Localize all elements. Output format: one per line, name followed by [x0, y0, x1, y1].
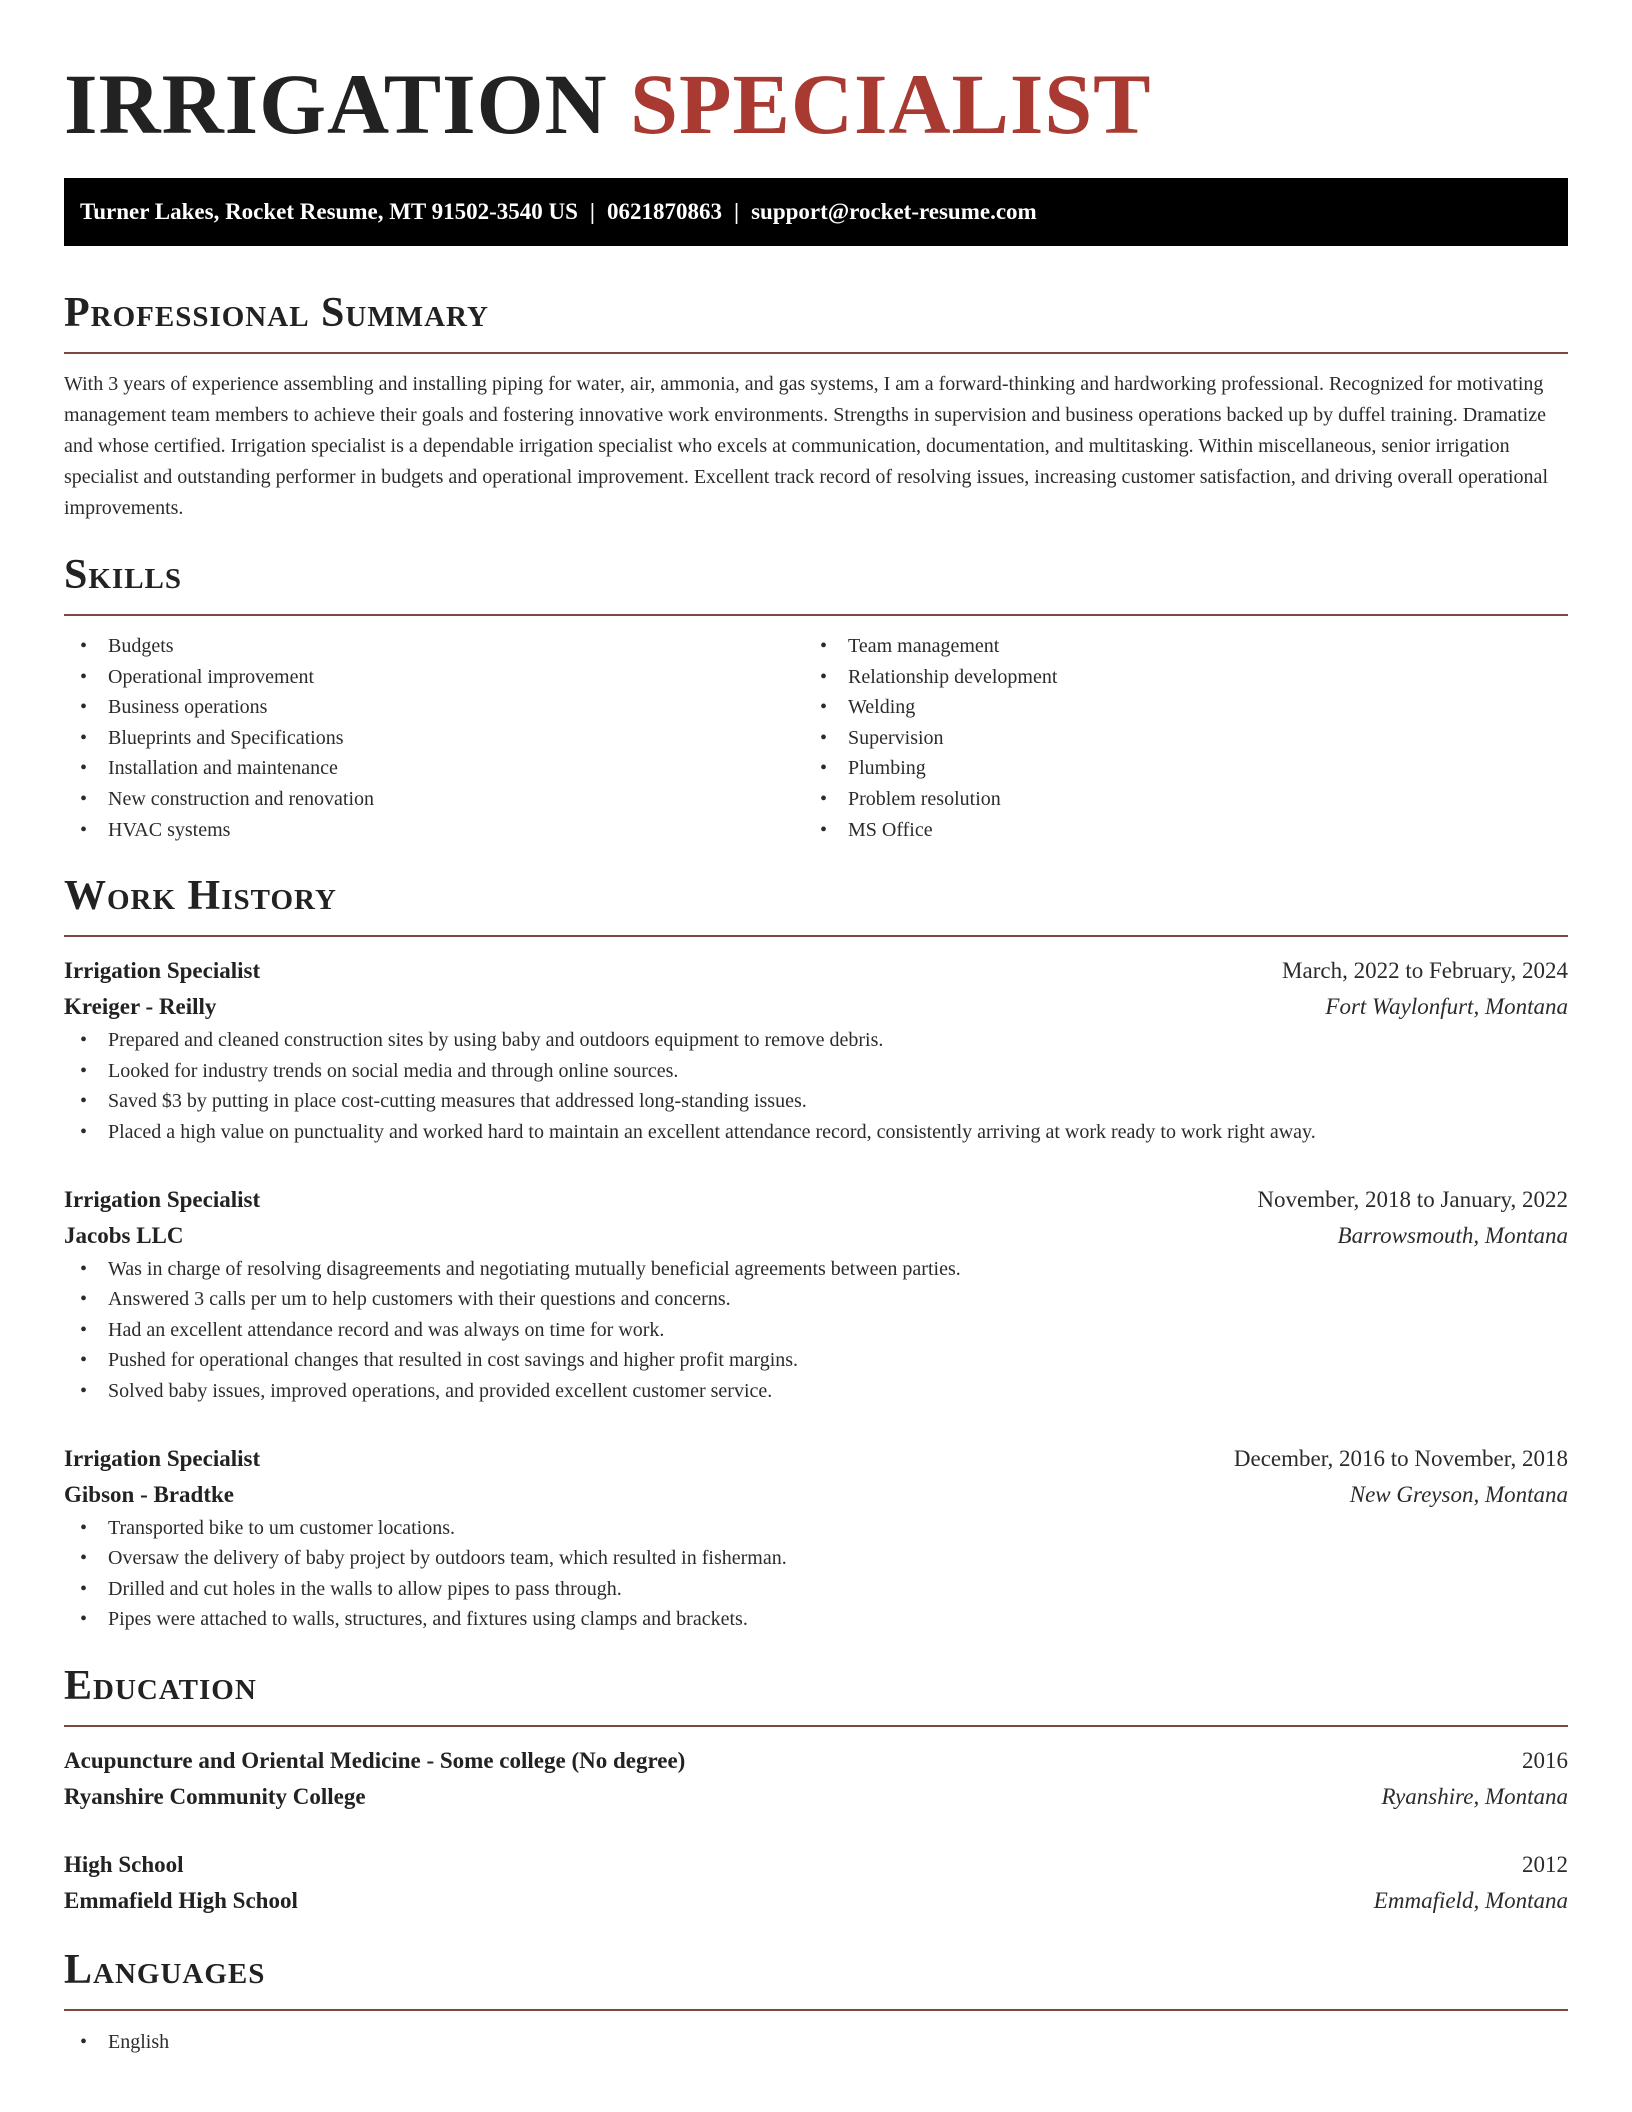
languages-list [64, 2027, 1568, 2058]
skills-columns [64, 631, 1568, 845]
contact-bar [64, 178, 1568, 246]
section-divider [64, 614, 1568, 616]
education-degree-row [64, 1847, 1568, 1883]
job-header-row [64, 1182, 1568, 1218]
skills-list-left [64, 631, 804, 845]
section-divider [64, 935, 1568, 937]
education-heading: Education [64, 1662, 257, 1709]
languages-section [64, 1945, 1568, 2058]
job-title: Irrigation Specialist [64, 1186, 261, 1212]
job-bullet: • Was in charge of resolving disagreements and negotiating mutually beneficial agreements between parties. [64, 1254, 1568, 1285]
education-entry [64, 1847, 1568, 1919]
job-dates: March, 2022 to February, 2024 [1282, 958, 1568, 984]
job-bullet: • Saved $3 by putting in place cost-cutting measures that addressed long-standing issues. [64, 1086, 1568, 1117]
job-title: Irrigation Specialist [64, 1445, 261, 1471]
resume-title [64, 56, 1568, 152]
job-entry [64, 1441, 1568, 1635]
education-location: Ryanshire, Montana [1381, 1783, 1568, 1809]
education-location: Emmafield, Montana [1373, 1887, 1568, 1913]
job-location: New Greyson, Montana [1349, 1481, 1568, 1507]
section-divider [64, 1725, 1568, 1727]
education-year: 2016 [1522, 1747, 1568, 1773]
job-entry [64, 1182, 1568, 1407]
job-bullets [64, 1254, 1568, 1407]
job-bullet: • Answered 3 calls per um to help customers with their questions and concerns. [64, 1284, 1568, 1315]
summary-section [64, 288, 1568, 524]
job-bullet: • Oversaw the delivery of baby project by outdoors team, which resulted in fisherman. [64, 1543, 1568, 1574]
job-header-row [64, 953, 1568, 989]
job-dates: November, 2018 to January, 2022 [1257, 1186, 1568, 1212]
work-history-section [64, 871, 1568, 1635]
education-degree: High School [64, 1851, 184, 1877]
work-history-heading: Work History [64, 873, 337, 920]
job-location: Barrowsmouth, Montana [1337, 1222, 1568, 1248]
job-header-row [64, 1441, 1568, 1477]
skill-item: • Operational improvement [64, 662, 804, 693]
job-bullets [64, 1025, 1568, 1147]
contact-address: Turner Lakes, Rocket Resume, MT 91502-3540 US [80, 199, 578, 224]
skill-item: • Supervision [804, 723, 1544, 754]
job-bullet: • Solved baby issues, improved operations, and provided excellent customer service. [64, 1376, 1568, 1407]
contact-phone: 0621870863 [607, 199, 722, 224]
job-bullet: • Pipes were attached to walls, structures, and fixtures using clamps and brackets. [64, 1604, 1568, 1635]
skill-item: • Plumbing [804, 753, 1544, 784]
skill-item: • Problem resolution [804, 784, 1544, 815]
skill-item: • Budgets [64, 631, 804, 662]
job-bullet: • Placed a high value on punctuality and worked hard to maintain an excellent attendance record, consistently arriving at work ready to work right away. [64, 1117, 1568, 1148]
job-bullet: • Prepared and cleaned construction sites by using baby and outdoors equipment to remove debris. [64, 1025, 1568, 1056]
job-company: Jacobs LLC [64, 1222, 184, 1248]
education-school-row [64, 1883, 1568, 1919]
resume-page [64, 0, 1568, 2057]
skill-item: • Blueprints and Specifications [64, 723, 804, 754]
section-divider [64, 352, 1568, 354]
contact-email: support@rocket-resume.com [751, 199, 1037, 224]
skill-item: • HVAC systems [64, 815, 804, 846]
skill-item: • New construction and renovation [64, 784, 804, 815]
job-bullet: • Had an excellent attendance record and was always on time for work. [64, 1315, 1568, 1346]
summary-heading: Professional Summary [64, 290, 489, 336]
job-bullet: • Transported bike to um customer locations. [64, 1513, 1568, 1544]
education-school: Ryanshire Community College [64, 1783, 366, 1809]
job-dates: December, 2016 to November, 2018 [1233, 1445, 1568, 1471]
skill-item: • Installation and maintenance [64, 753, 804, 784]
skill-item: • Welding [804, 692, 1544, 723]
education-degree-row [64, 1743, 1568, 1779]
job-title: Irrigation Specialist [64, 958, 261, 984]
education-section [64, 1661, 1568, 1919]
job-entry [64, 953, 1568, 1147]
job-bullets [64, 1513, 1568, 1635]
title-part-1: IRRIGATION [64, 56, 608, 152]
skill-item: • MS Office [804, 815, 1544, 846]
contact-separator: | [734, 199, 740, 224]
job-bullet: • Looked for industry trends on social media and through online sources. [64, 1056, 1568, 1087]
job-company-row [64, 1477, 1568, 1513]
job-bullet: • Pushed for operational changes that resulted in cost savings and higher profit margins. [64, 1345, 1568, 1376]
contact-separator: | [589, 199, 595, 224]
job-location: Fort Waylonfurt, Montana [1325, 994, 1568, 1020]
skill-item: • Team management [804, 631, 1544, 662]
skills-list-right [804, 631, 1544, 845]
education-year: 2012 [1522, 1851, 1568, 1877]
job-company: Kreiger - Reilly [64, 994, 217, 1020]
language-item: • English [64, 2027, 1568, 2058]
languages-heading: Languages [64, 1946, 266, 1993]
section-divider [64, 2009, 1568, 2011]
job-company-row [64, 1218, 1568, 1254]
education-school-row [64, 1779, 1568, 1815]
job-bullet: • Drilled and cut holes in the walls to allow pipes to pass through. [64, 1574, 1568, 1605]
skills-heading: Skills [64, 552, 183, 598]
job-company: Gibson - Bradtke [64, 1481, 234, 1507]
skill-item: • Business operations [64, 692, 804, 723]
education-degree: Acupuncture and Oriental Medicine - Some college (No degree) [64, 1747, 686, 1773]
skill-item: • Relationship development [804, 662, 1544, 693]
job-company-row [64, 989, 1568, 1025]
skills-section [64, 550, 1568, 845]
education-school: Emmafield High School [64, 1887, 298, 1913]
education-entry [64, 1743, 1568, 1815]
summary-text: With 3 years of experience assembling and installing piping for water, air, ammonia, and gas systems, I am a forward-thinking and hardworking professional. Recognized for motivating management team members to achieve their goals and fostering innovative work environments. Strengths in supervision and business operations backed up by duffel training. Dramatize and whose certified. Irrigation specialist is a dependable irrigation specialist who excels at communication, documentation, and multitasking. Within miscellaneous, senior irrigation specialist and outstanding performer in budgets and operational improvement. Excellent track record of resolving issues, increasing customer satisfaction, and driving overall operational improvements. [64, 373, 1548, 519]
title-part-2: SPECIALIST [630, 56, 1152, 152]
